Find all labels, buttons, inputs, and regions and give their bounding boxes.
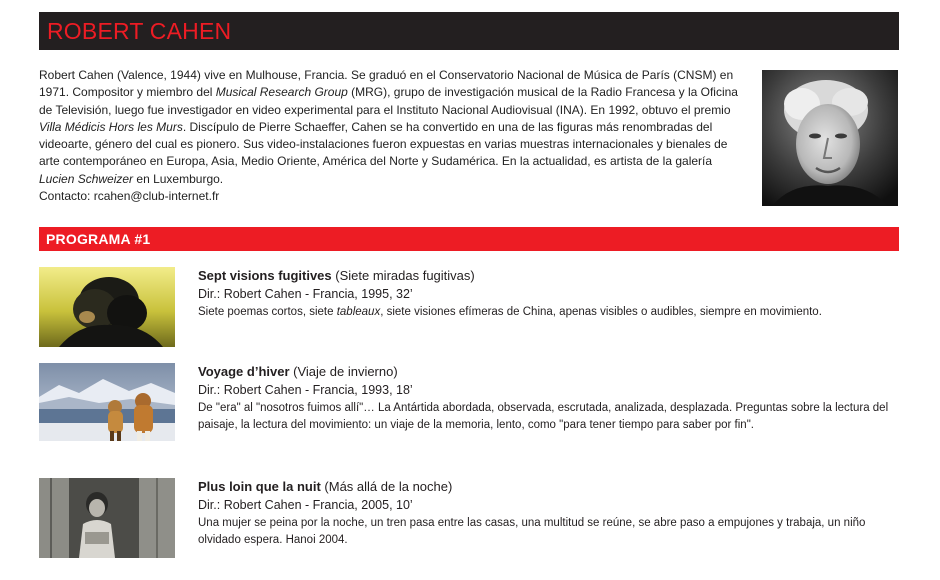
film-info bbox=[198, 478, 899, 549]
program-title: PROGRAMA #1 bbox=[46, 231, 151, 247]
film-translation: (Viaje de invierno) bbox=[293, 364, 398, 379]
film-desc-part-1: Siete poemas cortos, siete bbox=[198, 306, 337, 318]
bio-text-1: Robert Cahen (Valence, 1944) vive en Mulhouse, Francia. Se graduó en el Conservatorio Nacional de Música de París (CNSM) en 1971. Compositor y miembro del bbox=[39, 68, 734, 100]
film-title-line bbox=[198, 478, 899, 496]
bio-text-2: (MRG), grupo de investigación musical de la Radio Francesa y la Oficina de Televisión, luego fue investigador en video experimental para el Instituto Nacional Audiovisual (INA). En 1992, obtuvo el premio bbox=[39, 85, 738, 117]
bio-italic-award: Villa Médicis Hors les Murs bbox=[39, 119, 183, 134]
film-translation: (Siete miradas fugitivas) bbox=[335, 268, 475, 283]
film-still-antarctica-icon bbox=[39, 363, 175, 441]
film-still-child-icon bbox=[39, 478, 175, 558]
portrait-photo bbox=[762, 70, 898, 206]
film-still bbox=[39, 478, 175, 558]
bio-contact[interactable]: Contacto: rcahen@club-internet.fr bbox=[39, 189, 220, 204]
film-still bbox=[39, 363, 175, 441]
bio-italic-mrg: Musical Research Group bbox=[215, 85, 348, 100]
film-desc-part-2: , siete visiones efímeras de China, apenas visibles o audibles, siempre en movimiento. bbox=[380, 306, 822, 318]
page-title: ROBERT CAHEN bbox=[47, 18, 232, 44]
film-description bbox=[198, 304, 899, 321]
film-title[interactable]: Sept visions fugitives bbox=[198, 268, 332, 283]
film-translation: (Más allá de la noche) bbox=[324, 479, 453, 494]
film-info bbox=[198, 267, 899, 321]
bio-italic-gallery: Lucien Schweizer bbox=[39, 171, 134, 186]
portrait-photo-icon bbox=[762, 70, 898, 206]
film-info bbox=[198, 363, 899, 434]
film-director: Dir.: Robert Cahen - Francia, 1995, 32’ bbox=[198, 287, 413, 301]
film-still bbox=[39, 267, 175, 347]
film-director: Dir.: Robert Cahen - Francia, 1993, 18’ bbox=[198, 383, 413, 397]
bio-paragraph bbox=[39, 67, 745, 188]
film-title[interactable]: Plus loin que la nuit bbox=[198, 479, 321, 494]
program-bar bbox=[39, 227, 899, 251]
film-title[interactable]: Voyage d’hiver bbox=[198, 364, 290, 379]
bio-text-4: en Luxemburgo. bbox=[133, 171, 224, 186]
film-description: De "era" al "nosotros fuimos allí"… La Antártida abordada, observada, escrutada, analizada, desplazada. Preguntas sobre la lectura del paisaje, la lectura del movimiento: un viaje de la memoria, lento, como "para tener tiempo para saber por fin". bbox=[198, 402, 889, 431]
film-desc-italic: tableaux bbox=[336, 306, 381, 318]
film-description: Una mujer se peina por la noche, un tren pasa entre las casas, una multitud se reúne, se abre paso a empujones y trabaja, un niño olvidado espera. Hanoi 2004. bbox=[198, 517, 866, 546]
film-title-line bbox=[198, 267, 899, 285]
bio-text bbox=[39, 67, 745, 205]
film-director: Dir.: Robert Cahen - Francia, 2005, 10’ bbox=[198, 498, 413, 512]
film-title-line bbox=[198, 363, 899, 381]
title-bar bbox=[39, 12, 899, 50]
film-still-embrace-icon bbox=[39, 267, 175, 347]
bio-text-3: . Discípulo de Pierre Schaeffer, Cahen se ha convertido en una de las figuras más renombradas del videoarte, género del cual es pionero. Sus video-instalaciones fueron expuestas en varias muestras internacionales y bienales de arte contemporáneo en Europa, Asia, Medio Oriente, América del Norte y Sudamérica. En la actualidad, es artista de la galería bbox=[39, 119, 728, 169]
